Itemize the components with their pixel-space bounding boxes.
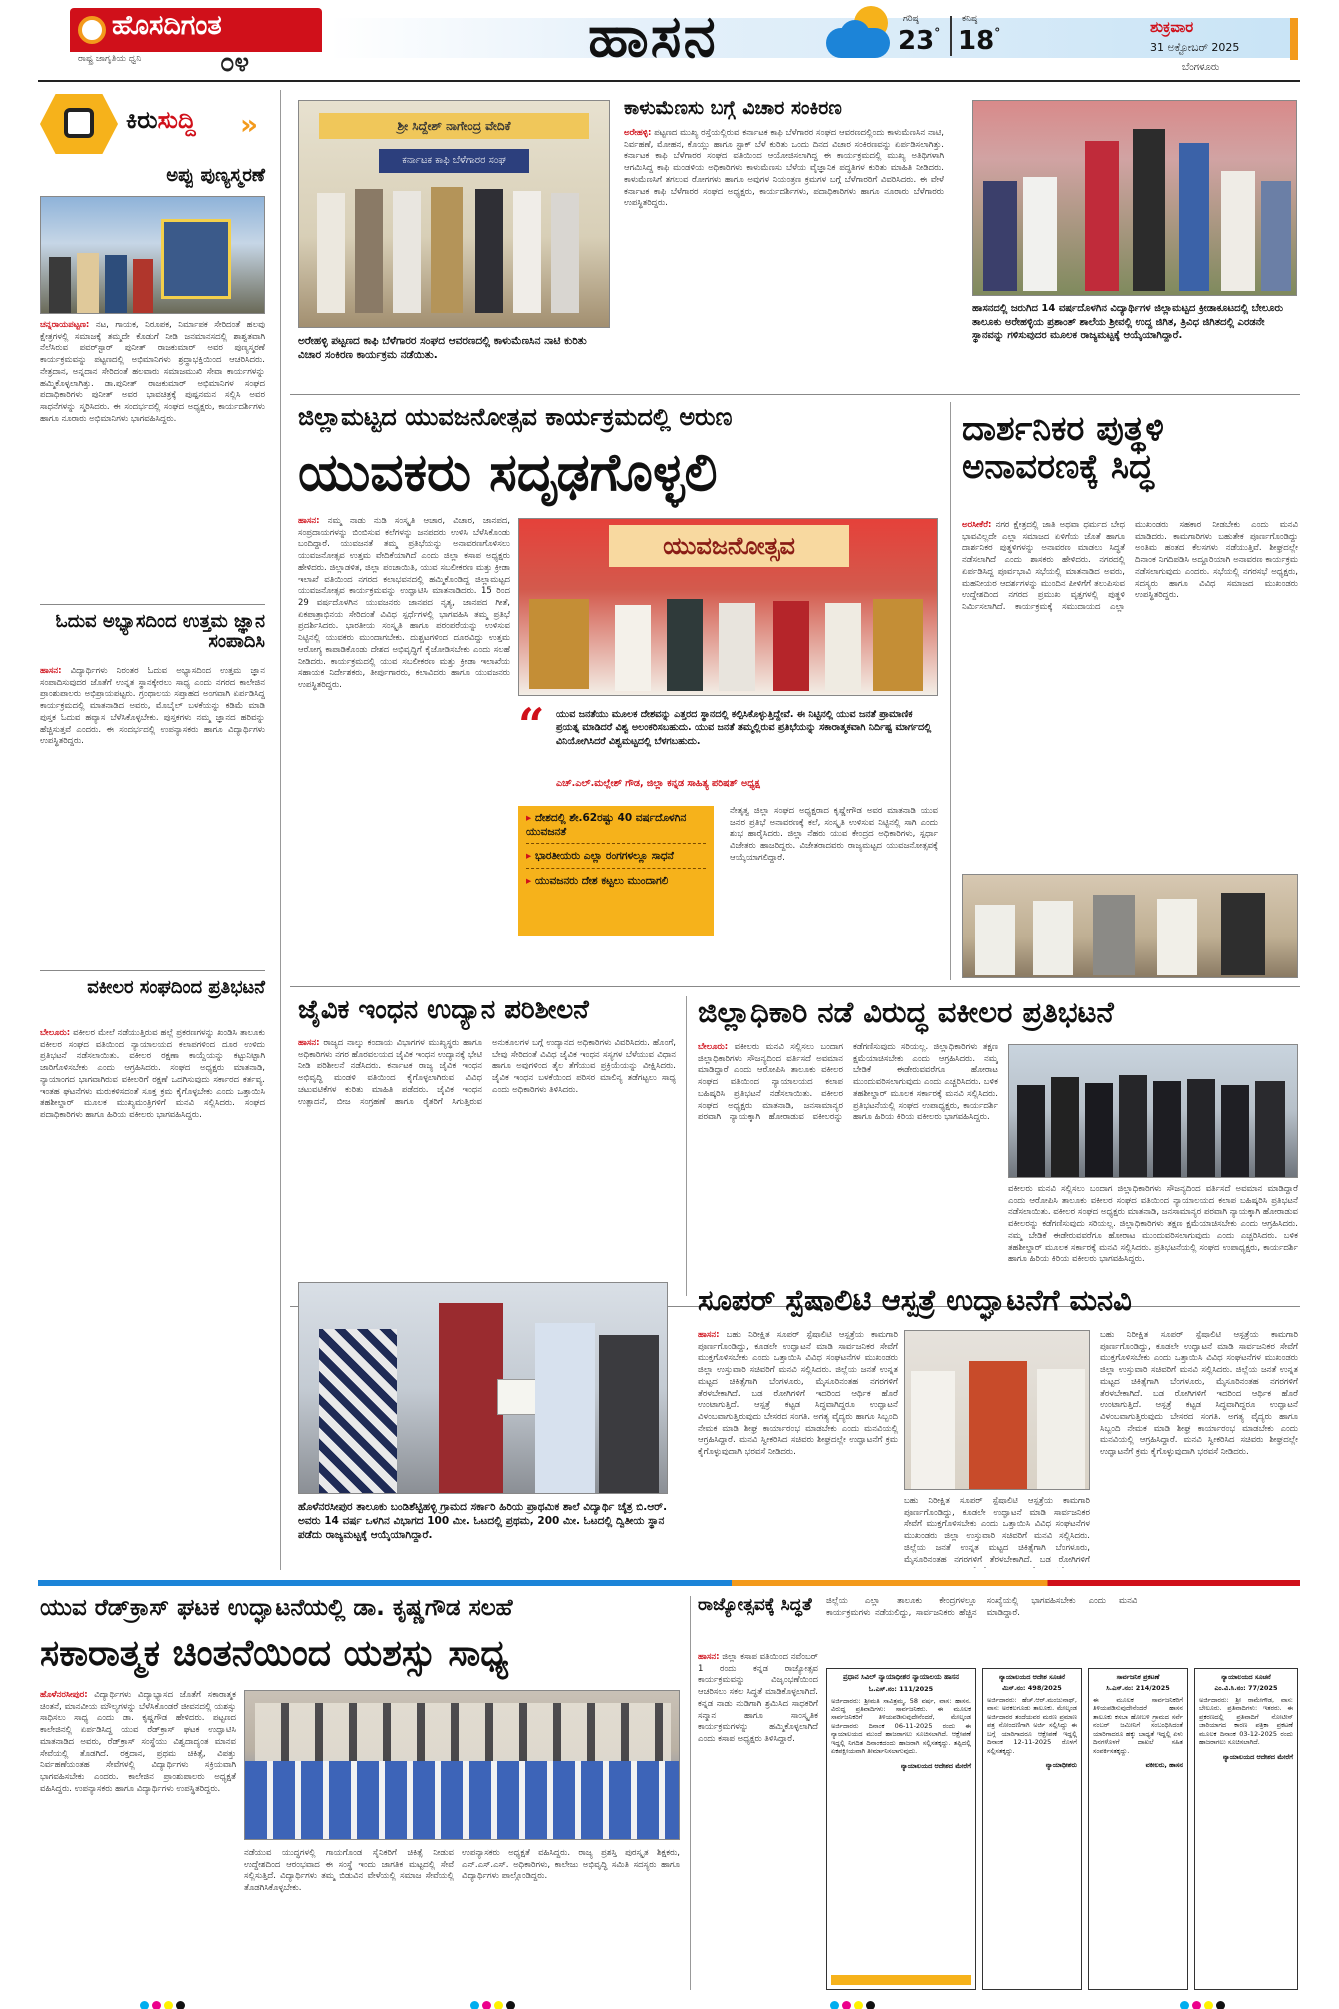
masthead-rule (38, 80, 1300, 82)
logo-tagline: ರಾಷ್ಟ್ರ ಜಾಗೃತಿಯ ಧ್ವನಿ (78, 54, 142, 64)
brief3-body (40, 1028, 265, 1568)
sprinter-photo (298, 1282, 668, 1494)
column-rule (690, 1596, 691, 1990)
redcross-body-2: ನಡೆಯುವ ಯುದ್ಧಗಳಲ್ಲಿ ಗಾಯಗೊಂಡ ಸೈನಿಕರಿಗೆ ಚಿಕಿತ್ಸೆ ನೀಡುವ ಉದ್ದೇಶದಿಂದ ಆರಂಭವಾದ ಈ ಸಂಸ್ಥೆ ಇಂದು ಜಾಗತಿಕ ಮಟ್ಟದಲ್ಲಿ ಸೇವೆ ಸಲ್ಲಿಸುತ್ತಿದೆ. ವಿದ್ಯಾರ್ಥಿಗಳು ತಮ್ಮ ಬಿಡುವಿನ ವೇಳೆಯಲ್ಲಿ ಸಮಾಜ ಸೇವೆಯಲ್ಲಿ ತೊಡಗಿಸಿಕೊಳ್ಳಬೇಕು. (244, 1848, 454, 1894)
redcross-body (40, 1690, 236, 1990)
hospital-photo (904, 1330, 1090, 1490)
brief3-text: ವಕೀಲರ ಮೇಲೆ ನಡೆಯುತ್ತಿರುವ ಹಲ್ಲೆ ಪ್ರಕರಣಗಳನ್ನು ಖಂಡಿಸಿ ತಾಲೂಕು ವಕೀಲರ ಸಂಘದ ವತಿಯಿಂದ ನ್ಯಾಯಾಲಯದ ಕಲಾಪಗಳಿಂದ ದೂರ ಉಳಿದು ಪ್ರತಿಭಟನೆ ನಡೆಸಲಾಯಿತು. ವಕೀಲರ ರಕ್ಷಣಾ ಕಾಯ್ದೆಯನ್ನು ಕಟ್ಟುನಿಟ್ಟಾಗಿ ಜಾರಿಗೊಳಿಸಬೇಕು ಎಂದು ಆಗ್ರಹಿಸಿದರು. ಸಂಘದ ಅಧ್ಯಕ್ಷರು ಮಾತನಾಡಿ, ನ್ಯಾಯಾಂಗದ ಭಾಗವಾಗಿರುವ ವಕೀಲರಿಗೆ ರಕ್ಷಣೆ ಒದಗಿಸುವುದು ಸರ್ಕಾರದ ಕರ್ತವ್ಯ. ಇಂತಹ ಘಟನೆಗಳು ಮರುಕಳಿಸದಂತೆ ಸೂಕ್ತ ಕ್ರಮ ಕೈಗೊಳ್ಳಬೇಕು ಎಂದು ಒತ್ತಾಯಿಸಿ ತಹಶೀಲ್ದಾರ್ ಮೂಲಕ ಮುಖ್ಯಮಂತ್ರಿಗಳಿಗೆ ಮನವಿ ಸಲ್ಲಿಸಿದರು. ಸಂಘದ ಪದಾಧಿಕಾರಿಗಳು ಹಾಗೂ ಹಿರಿಯ ವಕೀಲರು ಭಾಗವಹಿಸಿದ್ದರು. (40, 1028, 265, 1121)
min-temp-degree: ° (994, 26, 1001, 40)
brief2-dateline: ಹಾಸನ: (40, 666, 62, 676)
rajyotsava-headline: ರಾಜ್ಯೋತ್ಸವಕ್ಕೆ ಸಿದ್ಧತೆ (698, 1595, 812, 1615)
legal-notice (1088, 1668, 1188, 1990)
kirusuddi-label-1: ಕಿರು (126, 106, 158, 134)
brief1-dateline: ಚನ್ನರಾಯಪಟ್ಟಣ: (40, 320, 90, 330)
rajyotsava-body (698, 1652, 818, 1990)
redcross-kicker: ಯುವ ರೆಡ್‌ಕ್ರಾಸ್ ಘಟಕ ಉದ್ಘಾಟನೆಯಲ್ಲಿ ಡಾ. ಕೃಷ್ಣಗೌಡ ಸಲಹೆ (40, 1595, 513, 1621)
max-temp-degree: ° (934, 26, 941, 40)
brief1-body (40, 320, 265, 592)
rajyotsava-dateline: ಹಾಸನ: (698, 1652, 720, 1662)
notice-foot: ನ್ಯಾಯಾಲಯದ ಆದೇಶದ ಮೇರೆಗೆ (1222, 1752, 1293, 1761)
divider (40, 970, 265, 971)
notice-title: ಸಾರ್ವಜನಿಕ ಪ್ರಕಟಣೆ (1116, 1673, 1160, 1681)
hospital-body (698, 1330, 898, 1570)
fact-item: ▸ ದೇಶದಲ್ಲಿ ಶೇ.62ರಷ್ಟು 40 ವರ್ಷದೊಳಗಿನ ಯುವಜನತೆ (526, 812, 706, 844)
notice-body: ಅರ್ಜಿದಾರರು: ಶ್ರೀ ರಾಮೇಗೌಡ, ವಾಸ: ಬೇಲೂರು. ಪ್ರತಿವಾದಿಗಳು: ಇತರರು. ಈ ಪ್ರಕರಣದಲ್ಲಿ ಪ್ರತಿವಾದಿಗೆ ನೋಟೀಸ್ ಜಾರಿಯಾಗದ ಕಾರಣ ಪತ್ರಿಕಾ ಪ್ರಕಟಣೆ ಮೂಲಕ ದಿನಾಂಕ 03-12-2025 ರಂದು ಹಾಜರಾಗಲು ಸೂಚಿಸಲಾಗಿದೆ. (1199, 1695, 1293, 1747)
rajyotsava-text: ಜಿಲ್ಲಾ ಕಸಾಪ ವತಿಯಿಂದ ನವೆಂಬರ್ 1 ರಂದು ಕನ್ನಡ ರಾಜ್ಯೋತ್ಸವ ಕಾರ್ಯಕ್ರಮವನ್ನು ವಿಜೃಂಭಣೆಯಿಂದ ಆಚರಿಸಲು ಸಕಲ ಸಿದ್ಧತೆ ಮಾಡಿಕೊಳ್ಳಲಾಗಿದೆ. ಕನ್ನಡ ನಾಡು ನುಡಿಗಾಗಿ ಶ್ರಮಿಸಿದ ಸಾಧಕರಿಗೆ ಸನ್ಮಾನ ಹಾಗೂ ಸಾಂಸ್ಕೃತಿಕ ಕಾರ್ಯಕ್ರಮಗಳನ್ನು ಹಮ್ಮಿಕೊಳ್ಳಲಾಗಿದೆ ಎಂದು ಕಸಾಪ ಅಧ್ಯಕ್ಷರು ತಿಳಿಸಿದ್ದಾರೆ. (698, 1652, 818, 1745)
notice-title: ನ್ಯಾಯಾಲಯದ ಸೂಚನೆ (1221, 1673, 1271, 1681)
masthead-accent (1290, 18, 1298, 60)
notice-strip (831, 1975, 971, 1985)
pepper-text: ಪಟ್ಟಣದ ಮುಖ್ಯ ರಸ್ತೆಯಲ್ಲಿರುವ ಕರ್ನಾಟಕ ಕಾಫಿ ಬೆಳೆಗಾರರ ಸಂಘದ ಆವರಣದಲ್ಲಿಂದು ಕಾಳುಮೆಣಸಿನ ನಾಟಿ, ನಿರ್ವಹಣೆ, ಮೋಹನ, ಕೊಯ್ಲು ಹಾಗೂ ಸ್ಟಾಕ್ ಬೆಳೆ ಕುರಿತು ಒಂದು ದಿನದ ವಿಚಾರ ಸಂಕಿರಣವನ್ನು ಏರ್ಪಡಿಸಲಾಗಿತ್ತು. ಕರ್ನಾಟಕ ಕಾಫಿ ಬೆಳೆಗಾರರ ಸಂಘದ ವತಿಯಿಂದ ಆಯೋಜಿಸಲಾಗಿದ್ದ ಈ ಕಾರ್ಯಕ್ರಮದಲ್ಲಿ ಮುಖ್ಯ ಅತಿಥಿಗಳಾಗಿ ಆಗಮಿಸಿದ್ದ ಕಾಫಿ ಮಂಡಳಿಯ ಅಧಿಕಾರಿಗಳು ಕಾಳುಮೆಣಸು ಬೆಳೆಯ ವೈಜ್ಞಾನಿಕ ಪದ್ಧತಿಗಳ ಕುರಿತು ಮಾಹಿತಿ ನೀಡಿದರು. ಕಾಳುಮೆಣಸಿಗೆ ತಗಲುವ ರೋಗಗಳು ಹಾಗೂ ಅವುಗಳ ನಿಯಂತ್ರಣ ಕ್ರಮಗಳ ಬಗ್ಗೆ ಬೆಳೆಗಾರರಿಗೆ ವಿವರಿಸಿದರು. ಈ ವೇಳೆ ಕರ್ನಾಟಕ ಕಾಫಿ ಬೆಳೆಗಾರರ ಸಂಘದ ಅಧ್ಯಕ್ಷರು, ಕಾರ್ಯದರ್ಶಿಗಳು, ಪದಾಧಿಕಾರಿಗಳು ಹಾಗೂ ನೂರಾರು ಬೆಳೆಗಾರರು ಉಪಸ್ಥಿತರಿದ್ದರು. (624, 128, 944, 209)
notice-body: ಅರ್ಜಿದಾರರು: ಶ್ರೀಮತಿ ಸಾವಿತ್ರಮ್ಮ, 58 ವರ್ಷ, ವಾಸ: ಹಾಸನ. ವಿರುದ್ಧ ಪ್ರತಿವಾದಿಗಳು: ಸಾರ್ವಜನಿಕರು. ಈ ಮೂಲಕ ಸಾರ್ವಜನಿಕರಿಗೆ ತಿಳಿಯಪಡಿಸುವುದೇನೆಂದರೆ, ಮೇಲ್ಕಂಡ ಅರ್ಜಿದಾರರು ದಿನಾಂಕ 06-11-2025 ರಂದು ಈ ನ್ಯಾಯಾಲಯದ ಮುಂದೆ ಹಾಜರಾಗಲು ಸೂಚಿಸಲಾಗಿದೆ. ಆಕ್ಷೇಪಣೆ ಇದ್ದಲ್ಲಿ ನಿಗದಿತ ದಿನಾಂಕದಂದು ಹಾಜರಾಗಿ ಸಲ್ಲಿಸತಕ್ಕದ್ದು. ತಪ್ಪಿದಲ್ಲಿ ಏಕಪಕ್ಷೀಯವಾಗಿ ತೀರ್ಮಾನಿಸಲಾಗುವುದು. (831, 1696, 971, 1756)
masthead-band (330, 18, 1290, 58)
max-temp-value: 23 (898, 26, 935, 56)
rajyotsava-body-2: ಜಿಲ್ಲೆಯ ಎಲ್ಲಾ ತಾಲೂಕು ಕೇಂದ್ರಗಳಲ್ಲೂ ಕಾರ್ಯಕ್ರಮಗಳು ನಡೆಯಲಿದ್ದು, ಸಾರ್ವಜನಿಕರು ಹೆಚ್ಚಿನ ಸಂಖ್ಯೆಯಲ್ಲಿ ಭಾಗವಹಿಸಬೇಕು ಎಂದು ಮನವಿ ಮಾಡಿದ್ದಾರೆ. (826, 1596, 1138, 1618)
lawyers-body-continued (1008, 1184, 1298, 1294)
brief2-text: ವಿದ್ಯಾರ್ಥಿಗಳು ನಿರಂತರ ಓದುವ ಅಭ್ಯಾಸದಿಂದ ಉತ್ತಮ ಜ್ಞಾನ ಸಂಪಾದಿಸುವುದರ ಜೊತೆಗೆ ಉನ್ನತ ಸ್ಥಾನಕ್ಕೇರಲು ಸಾಧ್ಯ ಎಂದು ನಗರದ ಕಾಲೇಜಿನ ಪ್ರಾಂಶುಪಾಲರು ಅಭಿಪ್ರಾಯಪಟ್ಟರು. ಗ್ರಂಥಾಲಯ ಸಪ್ತಾಹದ ಅಂಗವಾಗಿ ಏರ್ಪಡಿಸಿದ್ದ ಕಾರ್ಯಕ್ರಮದಲ್ಲಿ ಮಾತನಾಡಿದ ಅವರು, ಮೊಬೈಲ್ ಬಳಕೆಯನ್ನು ಕಡಿಮೆ ಮಾಡಿ ಪುಸ್ತಕ ಓದುವ ಹವ್ಯಾಸ ಬೆಳೆಸಿಕೊಳ್ಳಬೇಕು. ಪುಸ್ತಕಗಳು ನಮ್ಮ ಜ್ಞಾನದ ಹರಿವನ್ನು ಹೆಚ್ಚಿಸುತ್ತವೆ ಎಂದರು. ಈ ಸಂದರ್ಭದಲ್ಲಿ ಉಪನ್ಯಾಸಕರು ಹಾಗೂ ವಿದ್ಯಾರ್ಥಿಗಳು ಉಪಸ್ಥಿತರಿದ್ದರು. (40, 666, 265, 747)
column-rule (950, 402, 951, 980)
section-rule (290, 986, 1300, 987)
redcross-photo (244, 1690, 680, 1840)
column-rule (280, 90, 281, 1570)
hospital-body-continued: ಬಹು ನಿರೀಕ್ಷಿತ ಸೂಪರ್ ಸ್ಪೆಷಾಲಿಟಿ ಆಸ್ಪತ್ರೆಯ ಕಾಮಗಾರಿ ಪೂರ್ಣಗೊಂಡಿದ್ದು, ಕೂಡಲೇ ಉದ್ಘಾಟನೆ ಮಾಡಿ ಸಾರ್ವಜನಿಕರ ಸೇವೆಗೆ ಮುಕ್ತಗೊಳಿಸಬೇಕು ಎಂದು ಒತ್ತಾಯಿಸಿ ವಿವಿಧ ಸಂಘಟನೆಗಳ ಮುಖಂಡರು ಜಿಲ್ಲಾ ಉಸ್ತುವಾರಿ ಸಚಿವರಿಗೆ ಮನವಿ ಸಲ್ಲಿಸಿದರು. ಜಿಲ್ಲೆಯ ಜನತೆ ಉನ್ನತ ಮಟ್ಟದ ಚಿಕಿತ್ಸೆಗಾಗಿ ಬೆಂಗಳೂರು, ಮೈಸೂರಿನಂತಹ ನಗರಗಳಿಗೆ ತೆರಳಬೇಕಾಗಿದೆ. ಬಡ ರೋಗಿಗಳಿಗೆ (904, 1496, 1090, 1565)
notice-foot: ನ್ಯಾಯಾಲಯದ ಆದೇಶದ ಮೇರೆಗೆ (900, 1761, 971, 1770)
redcross-dateline: ಹೊಳೆನರಸೀಪುರ: (40, 1690, 88, 1700)
temp-divider (950, 16, 952, 56)
lawyers-text: ವಕೀಲರು ಮನವಿ ಸಲ್ಲಿಸಲು ಬಂದಾಗ ಜಿಲ್ಲಾಧಿಕಾರಿಗಳು ಸೌಜನ್ಯದಿಂದ ವರ್ತಿಸದೆ ಅವಮಾನ ಮಾಡಿದ್ದಾರೆ ಎಂದು ಆರೋಪಿಸಿ ತಾಲೂಕು ವಕೀಲರ ಸಂಘದ ವತಿಯಿಂದ ನ್ಯಾಯಾಲಯದ ಕಲಾಪ ಬಹಿಷ್ಕರಿಸಿ ಪ್ರತಿಭಟನೆ ನಡೆಸಲಾಯಿತು. ವಕೀಲರ ಸಂಘದ ಅಧ್ಯಕ್ಷರು ಮಾತನಾಡಿ, ಜನಸಾಮಾನ್ಯರ ಪರವಾಗಿ ನ್ಯಾಯಕ್ಕಾಗಿ ಹೋರಾಡುವ ವಕೀಲರನ್ನು ಕಡೆಗಣಿಸುವುದು ಸರಿಯಲ್ಲ. ಜಿಲ್ಲಾಧಿಕಾರಿಗಳು ತಕ್ಷಣ ಕ್ಷಮೆಯಾಚಿಸಬೇಕು ಎಂದು ಆಗ್ರಹಿಸಿದರು. ನಮ್ಮ ಬೇಡಿಕೆ ಈಡೇರುವವರೆಗೂ ಹೋರಾಟ ಮುಂದುವರಿಸಲಾಗುವುದು ಎಂದು ಎಚ್ಚರಿಸಿದರು. ಬಳಿಕ ತಹಶೀಲ್ದಾರ್ ಮೂಲಕ ಸರ್ಕಾರಕ್ಕೆ ಮನವಿ ಸಲ್ಲಿಸಿದರು. ಪ್ರತಿಭಟನೆಯಲ್ಲಿ ಸಂಘದ ಉಪಾಧ್ಯಕ್ಷರು, ಕಾರ್ಯದರ್ಶಿ ಹಾಗೂ ಹಿರಿಯ ಕಿರಿಯ ವಕೀಲರು ಭಾಗವಹಿಸಿದ್ದರು. (698, 1042, 998, 1123)
masthead (0, 0, 1339, 78)
page-number: ೦೪ (220, 48, 250, 78)
lead-body (298, 516, 510, 968)
lawyers-dateline: ಬೇಲೂರು: (698, 1042, 729, 1052)
lawyers-headline: ಜಿಲ್ಲಾಧಿಕಾರಿ ನಡೆ ವಿರುದ್ಧ ವಕೀಲರ ಪ್ರತಿಭಟನೆ (698, 995, 1114, 1029)
notice-case: ಓ.ಎಸ್.ನಂ: 111/2025 (868, 1685, 934, 1694)
notice-title: ನ್ಯಾಯಾಲಯದ ಆದೇಶ ಸೂಚನೆ (998, 1673, 1066, 1681)
section-color-strip (38, 1580, 1300, 1586)
notice-case: ಎಂ.ವಿ.ಸಿ.ನಂ: 77/2025 (1214, 1684, 1278, 1693)
weather-cloud-icon (826, 6, 896, 62)
logo[interactable] (70, 8, 322, 76)
pepper-dateline: ಅರೇಹಳ್ಳಿ: (624, 128, 652, 138)
max-temp-label: ಗರಿಷ್ಠ (903, 14, 919, 24)
color-registration-marks (140, 1995, 1240, 2007)
kirusuddi-badge (40, 94, 260, 154)
redcross-text: ವಿದ್ಯಾರ್ಥಿಗಳು ವಿದ್ಯಾಭ್ಯಾಸದ ಜೊತೆಗೆ ಸಕಾರಾತ್ಮಕ ಚಿಂತನೆ, ಮಾನವೀಯ ಮೌಲ್ಯಗಳನ್ನು ಬೆಳೆಸಿಕೊಂಡರೆ ಜೀವನದಲ್ಲಿ ಯಶಸ್ಸು ಸಾಧಿಸಲು ಸಾಧ್ಯ ಎಂದು ಡಾ. ಕೃಷ್ಣಗೌಡ ಹೇಳಿದರು. ಪಟ್ಟಣದ ಕಾಲೇಜಿನಲ್ಲಿ ಏರ್ಪಡಿಸಿದ್ದ ಯುವ ರೆಡ್‌ಕ್ರಾಸ್ ಘಟಕ ಉದ್ಘಾಟಿಸಿ ಮಾತನಾಡಿದ ಅವರು, ರೆಡ್‌ಕ್ರಾಸ್ ಸಂಸ್ಥೆಯು ವಿಶ್ವದಾದ್ಯಂತ ಮಾನವ ಸೇವೆಯಲ್ಲಿ ತೊಡಗಿದೆ. ರಕ್ತದಾನ, ಪ್ರಥಮ ಚಿಕಿತ್ಸೆ, ವಿಪತ್ತು ನಿರ್ವಹಣೆಯಂತಹ ಸೇವೆಗಳಲ್ಲಿ ವಿದ್ಯಾರ್ಥಿಗಳು ಸಕ್ರಿಯವಾಗಿ ಭಾಗವಹಿಸಬೇಕು ಎಂದರು. ಕಾಲೇಜಿನ ಪ್ರಾಂಶುಪಾಲರು ಅಧ್ಯಕ್ಷತೆ ವಹಿಸಿದ್ದರು. ಉಪನ್ಯಾಸಕರು ಹಾಗೂ ವಿದ್ಯಾರ್ಥಿಗಳು ಉಪಸ್ಥಿತರಿದ್ದರು. (40, 1690, 236, 1794)
youth-festival-photo (518, 518, 938, 696)
fact-item: ▸ ಯುವಜನರು ದೇಶ ಕಟ್ಟಲು ಮುಂದಾಗಲಿ (526, 874, 669, 887)
min-temp (958, 26, 1000, 56)
darshanika-body (962, 520, 1298, 868)
brief1-text: ನಟ, ಗಾಯಕ, ನಿರೂಪಕ, ನಿರ್ಮಾಪಕ ಸೇರಿದಂತೆ ಹಲವು ಕ್ಷೇತ್ರಗಳಲ್ಲಿ ಸಮಾಜಕ್ಕೆ ತಮ್ಮದೇ ಕೊಡುಗೆ ನೀಡಿ ಜನಮಾನಸದಲ್ಲಿ ಶಾಶ್ವತವಾಗಿ ನೆಲೆಸಿರುವ ಪವರ್‌ಸ್ಟಾರ್ ಪುನೀತ್ ರಾಜಕುಮಾರ್ ಅವರ ಪುಣ್ಯಸ್ಮರಣೆ ಕಾರ್ಯಕ್ರಮವನ್ನು ಪಟ್ಟಣದಲ್ಲಿ ಅಭಿಮಾನಿಗಳು ಶ್ರದ್ಧಾಭಕ್ತಿಯಿಂದ ಆಚರಿಸಿದರು. ನೇತ್ರದಾನ, ಅನ್ನದಾನ ಸೇರಿದಂತೆ ಹಲವಾರು ಸಮಾಜಮುಖಿ ಸೇವಾ ಕಾರ್ಯಗಳನ್ನು ಹಮ್ಮಿಕೊಳ್ಳಲಾಗಿತ್ತು. ಡಾ.ಪುನೀತ್ ರಾಜಕುಮಾರ್ ಅಭಿಮಾನಿಗಳ ಸಂಘದ ಪದಾಧಿಕಾರಿಗಳು ಪುನೀತ್ ಅವರ ಭಾವಚಿತ್ರಕ್ಕೆ ಪುಷ್ಪನಮನ ಸಲ್ಲಿಸಿ ಅವರ ಸಾಧನೆಗಳನ್ನು ಸ್ಮರಿಸಿದರು. ಈ ಸಂದರ್ಭದಲ್ಲಿ ಸಂಘದ ಅಧ್ಯಕ್ಷರು, ಕಾರ್ಯದರ್ಶಿಗಳು ಹಾಗೂ ನೂರಾರು ಅಭಿಮಾನಿಗಳು ಭಾಗವಹಿಸಿದ್ದರು. (40, 320, 265, 424)
notice-case: ಸಿ.ಎಸ್.ನಂ: 214/2025 (1106, 1684, 1170, 1693)
logo-sun-icon (78, 16, 106, 44)
redcross-headline: ಸಕಾರಾತ್ಮಕ ಚಿಂತನೆಯಿಂದ ಯಶಸ್ಸು ಸಾಧ್ಯ (40, 1633, 509, 1674)
lead-text: ನಮ್ಮ ನಾಡು ನುಡಿ ಸಂಸ್ಕೃತಿ ಆಚಾರ, ವಿಚಾರ, ಜಾನಪದ, ಸಂಪ್ರದಾಯಗಳನ್ನು ಬಿಂಬಿಸುವ ಕಲೆಗಳನ್ನು ಜನಪದರು ಉಳಿಸಿ ಬೆಳೆಸಿಕೊಂಡು ಬಂದಿದ್ದಾರೆ. ಯುವಜನತೆ ತಮ್ಮ ಪ್ರತಿಭೆಯನ್ನು ಅನಾವರಣಗೊಳಿಸಲು ಯುವಜನೋತ್ಸವ ಉತ್ತಮ ವೇದಿಕೆಯಾಗಿದೆ ಎಂದು ಜಿಲ್ಲಾ ಕಸಾಪ ಅಧ್ಯಕ್ಷರು ಹೇಳಿದರು. ಜಿಲ್ಲಾಡಳಿತ, ಜಿಲ್ಲಾ ಪಂಚಾಯಿತಿ, ಯುವ ಸಬಲೀಕರಣ ಮತ್ತು ಕ್ರೀಡಾ ಇಲಾಖೆ ವತಿಯಿಂದ ನಗರದ ಕಲಾಭವನದಲ್ಲಿ ಹಮ್ಮಿಕೊಂಡಿದ್ದ ಜಿಲ್ಲಾಮಟ್ಟದ ಯುವಜನೋತ್ಸವ ಕಾರ್ಯಕ್ರಮವನ್ನು ಉದ್ಘಾಟಿಸಿ ಮಾತನಾಡಿದರು. 15 ರಿಂದ 29 ವರ್ಷದೊಳಗಿನ ಯುವಜನರು ಜಾನಪದ ನೃತ್ಯ, ಜಾನಪದ ಗೀತೆ, ಏಕಪಾತ್ರಾಭಿನಯ ಸೇರಿದಂತೆ ವಿವಿಧ ಸ್ಪರ್ಧೆಗಳಲ್ಲಿ ಭಾಗವಹಿಸಿ ತಮ್ಮ ಪ್ರತಿಭೆ ಪ್ರದರ್ಶಿಸಿದರು. ಭಾರತೀಯ ಸಂಸ್ಕೃತಿ ಹಾಗೂ ಪರಂಪರೆಯನ್ನು ಉಳಿಸುವ ನಿಟ್ಟಿನಲ್ಲಿ ಯುವಕರು ಮುಂದಾಗಬೇಕು. ದುಶ್ಚಟಗಳಿಂದ ದೂರವಿದ್ದು ಉತ್ತಮ ಆರೋಗ್ಯ ಕಾಪಾಡಿಕೊಂಡು ದೇಶದ ಅಭಿವೃದ್ಧಿಗೆ ಕೈಜೋಡಿಸಬೇಕು ಎಂದು ಸಲಹೆ ನೀಡಿದರು. ಕಾರ್ಯಕ್ರಮದಲ್ಲಿ ಯುವ ಸಬಲೀಕರಣ ಮತ್ತು ಕ್ರೀಡಾ ಇಲಾಖೆಯ ಸಹಾಯಕ ನಿರ್ದೇಶಕರು, ತೀರ್ಪುಗಾರರು, ಕಲಾವಿದರು ಹಾಗೂ ಯುವಜನರು ಉಪಸ್ಥಿತರಿದ್ದರು. (298, 516, 510, 691)
issue-date: 31 ಅಕ್ಟೋಬರ್ 2025 (1150, 41, 1240, 54)
fuel-text: ರಾಜ್ಯದ ನಾಲ್ಕು ಕಂದಾಯ ವಿಭಾಗಗಳ ಮುಖ್ಯಸ್ಥರು ಹಾಗೂ ಅಧಿಕಾರಿಗಳು ನಗರ ಹೊರವಲಯದ ಜೈವಿಕ ಇಂಧನ ಉದ್ಯಾನಕ್ಕೆ ಭೇಟಿ ನೀಡಿ ಪರಿಶೀಲನೆ ನಡೆಸಿದರು. ಕರ್ನಾಟಕ ರಾಜ್ಯ ಜೈವಿಕ ಇಂಧನ ಅಭಿವೃದ್ಧಿ ಮಂಡಳಿ ವತಿಯಿಂದ ಕೈಗೊಳ್ಳಲಾಗಿರುವ ವಿವಿಧ ಚಟುವಟಿಕೆಗಳ ಕುರಿತು ಮಾಹಿತಿ ಪಡೆದರು. ಜೈವಿಕ ಇಂಧನ ಉತ್ಪಾದನೆ, ಬೀಜ ಸಂಗ್ರಹಣೆ ಹಾಗೂ ರೈತರಿಗೆ ಸಿಗುತ್ತಿರುವ ಅನುಕೂಲಗಳ ಬಗ್ಗೆ ಉದ್ಯಾನದ ಅಧಿಕಾರಿಗಳು ವಿವರಿಸಿದರು. ಹೊಂಗೆ, ಬೇವು ಸೇರಿದಂತೆ ವಿವಿಧ ಜೈವಿಕ ಇಂಧನ ಸಸ್ಯಗಳ ಬೆಳೆಯುವ ವಿಧಾನ ಹಾಗೂ ಅವುಗಳಿಂದ ತೈಲ ತೆಗೆಯುವ ಪ್ರಕ್ರಿಯೆಯನ್ನು ವೀಕ್ಷಿಸಿದರು. ಜೈವಿಕ ಇಂಧನ ಬಳಕೆಯಿಂದ ಪರಿಸರ ಮಾಲಿನ್ಯ ತಡೆಗಟ್ಟಲು ಸಾಧ್ಯ ಎಂದು ಅಧಿಕಾರಿಗಳು ತಿಳಿಸಿದರು. (298, 1038, 676, 1107)
quote-icon: “ (518, 698, 545, 752)
athletes-photo (972, 100, 1297, 296)
photo-banner: ಶ್ರೀ ಸಿದ್ದೇಶ್ ನಾಗೇಂದ್ರ ವೇದಿಕೆ (319, 113, 589, 139)
quote-author: ಎಚ್.ಎಲ್.ಮಲ್ಲೇಶ್ ಗೌಡ, ಜಿಲ್ಲಾ ಕನ್ನಡ ಸಾಹಿತ್ಯ ಪರಿಷತ್ ಅಧ್ಯಕ್ಷ (556, 778, 760, 789)
fact-text: ಯುವಜನರು ದೇಶ ಕಟ್ಟಲು ಮುಂದಾಗಲಿ (534, 874, 669, 887)
pepper-headline: ಕಾಳುಮೆಣಸು ಬಗ್ಗೆ ವಿಚಾರ ಸಂಕಿರಣ (624, 97, 842, 119)
brief3-dateline: ಬೇಲೂರು: (40, 1028, 71, 1038)
pepper-body (624, 128, 944, 382)
brief1-photo (40, 196, 265, 314)
lawyers-body (698, 1042, 998, 1232)
fuel-dateline: ಹಾಸನ: (298, 1038, 320, 1048)
hospital-body-col3: ಬಹು ನಿರೀಕ್ಷಿತ ಸೂಪರ್ ಸ್ಪೆಷಾಲಿಟಿ ಆಸ್ಪತ್ರೆಯ ಕಾಮಗಾರಿ ಪೂರ್ಣಗೊಂಡಿದ್ದು, ಕೂಡಲೇ ಉದ್ಘಾಟನೆ ಮಾಡಿ ಸಾರ್ವಜನಿಕರ ಸೇವೆಗೆ ಮುಕ್ತಗೊಳಿಸಬೇಕು ಎಂದು ಒತ್ತಾಯಿಸಿ ವಿವಿಧ ಸಂಘಟನೆಗಳ ಮುಖಂಡರು ಜಿಲ್ಲಾ ಉಸ್ತುವಾರಿ ಸಚಿವರಿಗೆ ಮನವಿ ಸಲ್ಲಿಸಿದರು. ಜಿಲ್ಲೆಯ ಜನತೆ ಉನ್ನತ ಮಟ್ಟದ ಚಿಕಿತ್ಸೆಗಾಗಿ ಬೆಂಗಳೂರು, ಮೈಸೂರಿನಂತಹ ನಗರಗಳಿಗೆ ತೆರಳಬೇಕಾಗಿದೆ. ಬಡ ರೋಗಿಗಳಿಗೆ ಇದರಿಂದ ಆರ್ಥಿಕ ಹೊರೆ ಉಂಟಾಗುತ್ತಿದೆ. ಆಸ್ಪತ್ರೆ ಕಟ್ಟಡ ಸಿದ್ಧವಾಗಿದ್ದರೂ ಉದ್ಘಾಟನೆ ವಿಳಂಬವಾಗುತ್ತಿರುವುದು ಬೇಸರದ ಸಂಗತಿ. ಅಗತ್ಯ ವೈದ್ಯರು ಹಾಗೂ ಸಿಬ್ಬಂದಿ ನೇಮಕ ಮಾಡಿ ಶೀಘ್ರ ಕಾರ್ಯಾರಂಭ ಮಾಡಬೇಕು ಎಂದು ಮನವಿಯಲ್ಲಿ ಆಗ್ರಹಿಸಿದ್ದಾರೆ. ಮನವಿ ಸ್ವೀಕರಿಸಿದ ಸಚಿವರು ಶೀಘ್ರದಲ್ಲೇ ಉದ್ಘಾಟನೆಗೆ ಕ್ರಮ ಕೈಗೊಳ್ಳುವುದಾಗಿ ಭರವಸೆ ನೀಡಿದರು. (1100, 1330, 1298, 1458)
brief3-title: ವಕೀಲರ ಸಂಘದಿಂದ ಪ್ರತಿಭಟನೆ (87, 977, 265, 998)
notice-case: ಮಿಸ್.ನಂ: 498/2025 (1002, 1684, 1062, 1693)
section-rule (290, 394, 1300, 395)
darshanika-headline: ದಾರ್ಶನಿಕರ ಪುತ್ಥಳಿ ಅನಾವರಣಕ್ಕೆ ಸಿದ್ಧ (962, 409, 1164, 488)
lead-headline: ಯುವಕರು ಸದೃಢಗೊಳ್ಳಲಿ (298, 443, 718, 503)
brief2-body (40, 666, 265, 966)
kirusuddi-label-2: ಸುದ್ದಿ (157, 106, 196, 134)
brief2-title: ಓದುವ ಅಭ್ಯಾಸದಿಂದ ಉತ್ತಮ ಜ್ಞಾನ ಸಂಪಾದಿಸಿ (55, 611, 265, 653)
chevron-right-icon: » (240, 108, 259, 141)
logo-title: ಹೊಸದಿಗಂತ (112, 10, 222, 41)
column-rule (686, 996, 687, 1296)
notice-foot: ನ್ಯಾಯಾಧೀಶರು (1045, 1760, 1077, 1769)
lead-body-continued: ನೇತೃತ್ವ ಜಿಲ್ಲಾ ಸಂಘದ ಅಧ್ಯಕ್ಷರಾದ ಕೃಷ್ಣೇಗೌಡ ಅವರ ಮಾತನಾಡಿ ಯುವ ಜನರ ಪ್ರತಿಭೆ ಅನಾವರಣಕ್ಕೆ ಕಲೆ, ಸಂಸ್ಕೃತಿ ಉಳಿಸುವ ನಿಟ್ಟಿನಲ್ಲಿ ಸಾಗಿ ಎಂದು ಶುಭ ಹಾರೈಸಿದರು. ಜಿಲ್ಲಾ ನೆಹರು ಯುವ ಕೇಂದ್ರದ ಅಧಿಕಾರಿಗಳು, ಸ್ಪರ್ಧಾ ವಿಜೇತರು ಹಾಜರಿದ್ದರು. ವಿಜೇತರಾದವರು ರಾಜ್ಯಮಟ್ಟದ ಯುವಜನೋತ್ಸವಕ್ಕೆ ಆಯ್ಕೆಯಾಗಲಿದ್ದಾರೆ. (730, 806, 938, 863)
quote-text: ಯುವ ಜನತೆಯು ಮೂಲಕ ದೇಶವನ್ನು ಎತ್ತರದ ಸ್ಥಾನದಲ್ಲಿ ಕಲ್ಪಿಸಿಕೊಳ್ಳುತ್ತಿದ್ದೇವೆ. ಈ ನಿಟ್ಟಿನಲ್ಲಿ ಯುವ ಜನತೆ ಪ್ರಾಮಾಣಿಕ ಪ್ರಯತ್ನ ಮಾಡಿದರೆ ವಿಶ್ವ ಅಲಂಕರಿಸಬಹುದು. ಯುವ ಜನತೆ ತಮ್ಮಲ್ಲಿರುವ ಪ್ರತಿಭೆಯನ್ನು ಸಕಾರಾತ್ಮಕವಾಗಿ ನಿರ್ದಿಷ್ಟ ಮಾರ್ಗದಲ್ಲಿ ವಿನಿಯೋಗಿಸಿದರೆ ವಿಶ್ವಮಟ್ಟದಲ್ಲಿ ಬೆಳಗಬಹುದು. (556, 709, 932, 747)
min-temp-value: 18 (958, 26, 995, 56)
coffee-meeting-caption: ಅರೇಹಳ್ಳಿ ಪಟ್ಟಣದ ಕಾಫಿ ಬೆಳೆಗಾರರ ಸಂಘದ ಆವರಣದಲ್ಲಿ ಕಾಳುಮೆಣಸಿನ ನಾಟಿ ಕುರಿತು ವಿಚಾರ ಸಂಕಿರಣ ಕಾರ್ಯಕ್ರಮ ನಡೆಯಿತು. (298, 335, 587, 362)
hospital-headline: ಸೂಪರ್ ಸ್ಪೆಷಾಲಿಟಿ ಆಸ್ಪತ್ರೆ ಉದ್ಘಾಟನೆಗೆ ಮನವಿ (698, 1283, 1132, 1317)
sprinter-caption: ಹೊಳೆನರಸೀಪುರ ತಾಲೂಕು ಬಂಡಿಶೆಟ್ಟಿಹಳ್ಳಿ ಗ್ರಾಮದ ಸರ್ಕಾರಿ ಹಿರಿಯ ಪ್ರಾಥಮಿಕ ಶಾಲೆ ವಿದ್ಯಾರ್ಥಿ ಚೈತ್ರ ಬಿ.ಆರ್. ಅವರು 14 ವರ್ಷ ಒಳಗಿನ ವಿಭಾಗದ 100 ಮೀ. ಓಟದಲ್ಲಿ ಪ್ರಥಮ, 200 ಮೀ. ಓಟದಲ್ಲಿ ದ್ವಿತೀಯ ಸ್ಥಾನ ಪಡೆದು ರಾಜ್ಯಮಟ್ಟಕ್ಕೆ ಆಯ್ಕೆಯಾಗಿದ್ದಾರೆ. (298, 1501, 668, 1542)
athletes-caption: ಹಾಸನದಲ್ಲಿ ಜರುಗಿದ 14 ವರ್ಷದೊಳಗಿನ ವಿದ್ಯಾರ್ಥಿಗಳ ಜಿಲ್ಲಾಮಟ್ಟದ ಕ್ರೀಡಾಕೂಟದಲ್ಲಿ ಬೇಲೂರು ತಾಲೂಕು ಅರೇಹಳ್ಳಿಯ ಪ್ರಶಾಂತ್ ಶಾಲೆಯ ಶ್ರೀವಲ್ಲಿ ಉದ್ದ ಜಿಗಿತ, ತ್ರಿವಿಧ ಜಿಗಿತದಲ್ಲಿ ಎರಡನೇ ಸ್ಥಾನವನ್ನು ಗಳಿಸುವುದರ ಮೂಲಕ ರಾಜ್ಯಮಟ್ಟಕ್ಕೆ ಆಯ್ಕೆಯಾಗಿದ್ದಾರೆ. (972, 303, 1284, 341)
coffee-meeting-photo (298, 100, 610, 328)
issue-day: ಶುಕ್ರವಾರ (1150, 18, 1194, 36)
hospital-text: ಬಹು ನಿರೀಕ್ಷಿತ ಸೂಪರ್ ಸ್ಪೆಷಾಲಿಟಿ ಆಸ್ಪತ್ರೆಯ ಕಾಮಗಾರಿ ಪೂರ್ಣಗೊಂಡಿದ್ದು, ಕೂಡಲೇ ಉದ್ಘಾಟನೆ ಮಾಡಿ ಸಾರ್ವಜನಿಕರ ಸೇವೆಗೆ ಮುಕ್ತಗೊಳಿಸಬೇಕು ಎಂದು ಒತ್ತಾಯಿಸಿ ವಿವಿಧ ಸಂಘಟನೆಗಳ ಮುಖಂಡರು ಜಿಲ್ಲಾ ಉಸ್ತುವಾರಿ ಸಚಿವರಿಗೆ ಮನವಿ ಸಲ್ಲಿಸಿದರು. ಜಿಲ್ಲೆಯ ಜನತೆ ಉನ್ನತ ಮಟ್ಟದ ಚಿಕಿತ್ಸೆಗಾಗಿ ಬೆಂಗಳೂರು, ಮೈಸೂರಿನಂತಹ ನಗರಗಳಿಗೆ ತೆರಳಬೇಕಾಗಿದೆ. ಬಡ ರೋಗಿಗಳಿಗೆ ಇದರಿಂದ ಆರ್ಥಿಕ ಹೊರೆ ಉಂಟಾಗುತ್ತಿದೆ. ಆಸ್ಪತ್ರೆ ಕಟ್ಟಡ ಸಿದ್ಧವಾಗಿದ್ದರೂ ಉದ್ಘಾಟನೆ ವಿಳಂಬವಾಗುತ್ತಿರುವುದು ಬೇಸರದ ಸಂಗತಿ. ಅಗತ್ಯ ವೈದ್ಯರು ಹಾಗೂ ಸಿಬ್ಬಂದಿ ನೇಮಕ ಮಾಡಿ ಶೀಘ್ರ ಕಾರ್ಯಾರಂಭ ಮಾಡಬೇಕು ಎಂದು ಮನವಿಯಲ್ಲಿ ಆಗ್ರಹಿಸಿದ್ದಾರೆ. ಮನವಿ ಸ್ವೀಕರಿಸಿದ ಸಚಿವರು ಶೀಘ್ರದಲ್ಲೇ ಉದ್ಘಾಟನೆಗೆ ಕ್ರಮ ಕೈಗೊಳ್ಳುವುದಾಗಿ ಭರವಸೆ ನೀಡಿದರು. (698, 1330, 898, 1458)
redcross-body-3: ಉಪನ್ಯಾಸಕರು ಅಧ್ಯಕ್ಷತೆ ವಹಿಸಿದ್ದರು. ರಾಜ್ಯ ಪ್ರಶಸ್ತಿ ಪುರಸ್ಕೃತ ಶಿಕ್ಷಕರು, ಎನ್.ಎಸ್.ಎಸ್. ಅಧಿಕಾರಿಗಳು, ಕಾಲೇಜು ಅಭಿವೃದ್ಧಿ ಸಮಿತಿ ಸದಸ್ಯರು ಹಾಗೂ ವಿದ್ಯಾರ್ಥಿಗಳು ಪಾಲ್ಗೊಂಡಿದ್ದರು. (462, 1848, 680, 1882)
darshanika-dateline: ಅರಸೀಕೆರೆ: (962, 520, 992, 530)
festival-banner: ಯುವಜನೋತ್ಸವ (609, 525, 849, 567)
fact-text: ಭಾರತೀಯರು ಎಲ್ಲಾ ರಂಗಗಳಲ್ಲೂ ಸಾಧನೆ (534, 850, 674, 863)
brief1-title: ಅಪ್ಪು ಪುಣ್ಯಸ್ಮರಣೆ (166, 165, 265, 186)
issue-city: ಬೆಂಗಳೂರು (1182, 62, 1220, 73)
legal-notice (826, 1668, 976, 1990)
notice-body: ಈ ಮೂಲಕ ಸಾರ್ವಜನಿಕರಿಗೆ ತಿಳಿಯಪಡಿಸುವುದೇನೆಂದರೆ ಹಾಸನ ತಾಲೂಕು ಕಸಬಾ ಹೋಬಳಿ ಗ್ರಾಮದ ಸರ್ವೆ ನಂಬರ್ ಜಮೀನಿಗೆ ಸಂಬಂಧಿಸಿದಂತೆ ಯಾರಿಗಾದರೂ ಹಕ್ಕು ಬಾಧ್ಯತೆ ಇದ್ದಲ್ಲಿ ಏಳು ದಿನಗಳೊಳಗೆ ದಾಖಲೆ ಸಹಿತ ಸಂಪರ್ಕಿಸತಕ್ಕದ್ದು. (1093, 1695, 1183, 1755)
edition-name: ಹಾಸನ (588, 2, 718, 70)
hospital-dateline: ಹಾಸನ: (698, 1330, 720, 1340)
lawyers-text-continued: ವಕೀಲರು ಮನವಿ ಸಲ್ಲಿಸಲು ಬಂದಾಗ ಜಿಲ್ಲಾಧಿಕಾರಿಗಳು ಸೌಜನ್ಯದಿಂದ ವರ್ತಿಸದೆ ಅವಮಾನ ಮಾಡಿದ್ದಾರೆ ಎಂದು ಆರೋಪಿಸಿ ತಾಲೂಕು ವಕೀಲರ ಸಂಘದ ವತಿಯಿಂದ ನ್ಯಾಯಾಲಯದ ಕಲಾಪ ಬಹಿಷ್ಕರಿಸಿ ಪ್ರತಿಭಟನೆ ನಡೆಸಲಾಯಿತು. ವಕೀಲರ ಸಂಘದ ಅಧ್ಯಕ್ಷರು ಮಾತನಾಡಿ, ಜನಸಾಮಾನ್ಯರ ಪರವಾಗಿ ನ್ಯಾಯಕ್ಕಾಗಿ ಹೋರಾಡುವ ವಕೀಲರನ್ನು ಕಡೆಗಣಿಸುವುದು ಸರಿಯಲ್ಲ. ಜಿಲ್ಲಾಧಿಕಾರಿಗಳು ತಕ್ಷಣ ಕ್ಷಮೆಯಾಚಿಸಬೇಕು ಎಂದು ಆಗ್ರಹಿಸಿದರು. ನಮ್ಮ ಬೇಡಿಕೆ ಈಡೇರುವವರೆಗೂ ಹೋರಾಟ ಮುಂದುವರಿಸಲಾಗುವುದು ಎಂದು ಎಚ್ಚರಿಸಿದರು. ಬಳಿಕ ತಹಶೀಲ್ದಾರ್ ಮೂಲಕ ಸರ್ಕಾರಕ್ಕೆ ಮನವಿ ಸಲ್ಲಿಸಿದರು. ಪ್ರತಿಭಟನೆಯಲ್ಲಿ ಸಂಘದ ಉಪಾಧ್ಯಕ್ಷರು, ಕಾರ್ಯದರ್ಶಿ ಹಾಗೂ ಹಿರಿಯ ಕಿರಿಯ ವಕೀಲರು ಭಾಗವಹಿಸಿದ್ದರು. (1008, 1184, 1298, 1265)
lead-dateline: ಹಾಸನ: (298, 516, 320, 526)
kirusuddi-label (126, 106, 196, 134)
lawyers-photo (1008, 1044, 1298, 1178)
notice-title: ಪ್ರಧಾನ ಸಿವಿಲ್ ನ್ಯಾಯಾಧೀಶರ ನ್ಯಾಯಾಲಯ ಹಾಸನ (842, 1673, 960, 1681)
notice-foot: ವಕೀಲರು, ಹಾಸನ (1145, 1760, 1183, 1769)
divider (40, 604, 265, 605)
legal-notice (1194, 1668, 1298, 1990)
max-temp (898, 26, 940, 56)
fact-item: ▸ ಭಾರತೀಯರು ಎಲ್ಲಾ ರಂಗಗಳಲ್ಲೂ ಸಾಧನೆ (526, 850, 706, 869)
fact-text: ದೇಶದಲ್ಲಿ ಶೇ.62ರಷ್ಟು 40 ವರ್ಷದೊಳಗಿನ ಯುವಜನತೆ (526, 812, 687, 838)
lead-kicker: ಜಿಲ್ಲಾಮಟ್ಟದ ಯುವಜನೋತ್ಸವ ಕಾರ್ಯಕ್ರಮದಲ್ಲಿ ಅರುಣ (298, 403, 733, 431)
facts-box (518, 806, 714, 936)
min-temp-label: ಕನಿಷ್ಠ (962, 14, 978, 24)
legal-notice (982, 1668, 1082, 1990)
meeting-photo (962, 874, 1298, 978)
fuel-body (298, 1038, 676, 1298)
darshanika-text: ನಗರ ಕ್ಷೇತ್ರದಲ್ಲಿ ಜಾತಿ ಅಥವಾ ಧರ್ಮದ ಬೇಧ ಭಾವವಿಲ್ಲದೇ ಎಲ್ಲಾ ಸಮಾಜದ ಏಳಿಗೆಯ ಜೊತೆ ಹಾಗೂ ದಾರ್ಶನಿಕರ ಪುತ್ಥಳಿಗಳನ್ನು ಅನಾವರಣ ಮಾಡಲು ಸಿದ್ಧತೆ ನಡೆಸಲಾಗಿದೆ ಎಂದು ಶಾಸಕರು ಹೇಳಿದರು. ನಗರದಲ್ಲಿ ಏರ್ಪಡಿಸಿದ್ದ ಪೂರ್ವಭಾವಿ ಸಭೆಯಲ್ಲಿ ಮಾತನಾಡಿದ ಅವರು, ಮಹನೀಯರ ಆದರ್ಶಗಳನ್ನು ಮುಂದಿನ ಪೀಳಿಗೆಗೆ ತಲುಪಿಸುವ ಉದ್ದೇಶದಿಂದ ನಗರದ ಪ್ರಮುಖ ವೃತ್ತಗಳಲ್ಲಿ ಪುತ್ಥಳಿ ನಿರ್ಮಿಸಲಾಗಿದೆ. ಕಾರ್ಯಕ್ರಮಕ್ಕೆ ಸಮುದಾಯದ ಎಲ್ಲಾ ಮುಖಂಡರು ಸಹಕಾರ ನೀಡಬೇಕು ಎಂದು ಮನವಿ ಮಾಡಿದರು. ಕಾಮಗಾರಿಗಳು ಬಹುತೇಕ ಪೂರ್ಣಗೊಂಡಿದ್ದು ಅಂತಿಮ ಹಂತದ ಕೆಲಸಗಳು ನಡೆಯುತ್ತಿವೆ. ಶೀಘ್ರದಲ್ಲೇ ದಿನಾಂಕ ನಿಗದಿಪಡಿಸಿ ಅದ್ದೂರಿಯಾಗಿ ಅನಾವರಣ ಕಾರ್ಯಕ್ರಮ ನಡೆಸಲಾಗುವುದು ಎಂದರು. ಸಭೆಯಲ್ಲಿ ನಗರಸಭೆ ಅಧ್ಯಕ್ಷರು, ಸದಸ್ಯರು ಹಾಗೂ ವಿವಿಧ ಸಮಾಜದ ಮುಖಂಡರು ಉಪಸ್ಥಿತರಿದ್ದರು. (962, 520, 1298, 613)
pull-quote (518, 698, 938, 796)
notice-body: ಅರ್ಜಿದಾರರು: ಹೆಚ್.ಆರ್.ಮಂಜುನಾಥ್, ವಾಸ: ಅರಕಲಗೂಡು ತಾಲೂಕು. ಮೇಲ್ಕಂಡ ಅರ್ಜಿದಾರರ ತಂದೆಯವರ ಮರಣ ಪ್ರಮಾಣ ಪತ್ರ ನೋಂದಣಿಗಾಗಿ ಅರ್ಜಿ ಸಲ್ಲಿಸಿದ್ದು ಈ ಬಗ್ಗೆ ಯಾರಿಗಾದರೂ ಆಕ್ಷೇಪಣೆ ಇದ್ದಲ್ಲಿ ದಿನಾಂಕ 12-11-2025 ರೊಳಗೆ ಸಲ್ಲಿಸತಕ್ಕದ್ದು. (987, 1695, 1077, 1755)
fuel-headline: ಜೈವಿಕ ಇಂಧನ ಉದ್ಯಾನ ಪರಿಶೀಲನೆ (298, 995, 589, 1025)
photo-banner-2: ಕರ್ನಾಟಕ ಕಾಫಿ ಬೆಳೆಗಾರರ ಸಂಘ (379, 149, 529, 173)
